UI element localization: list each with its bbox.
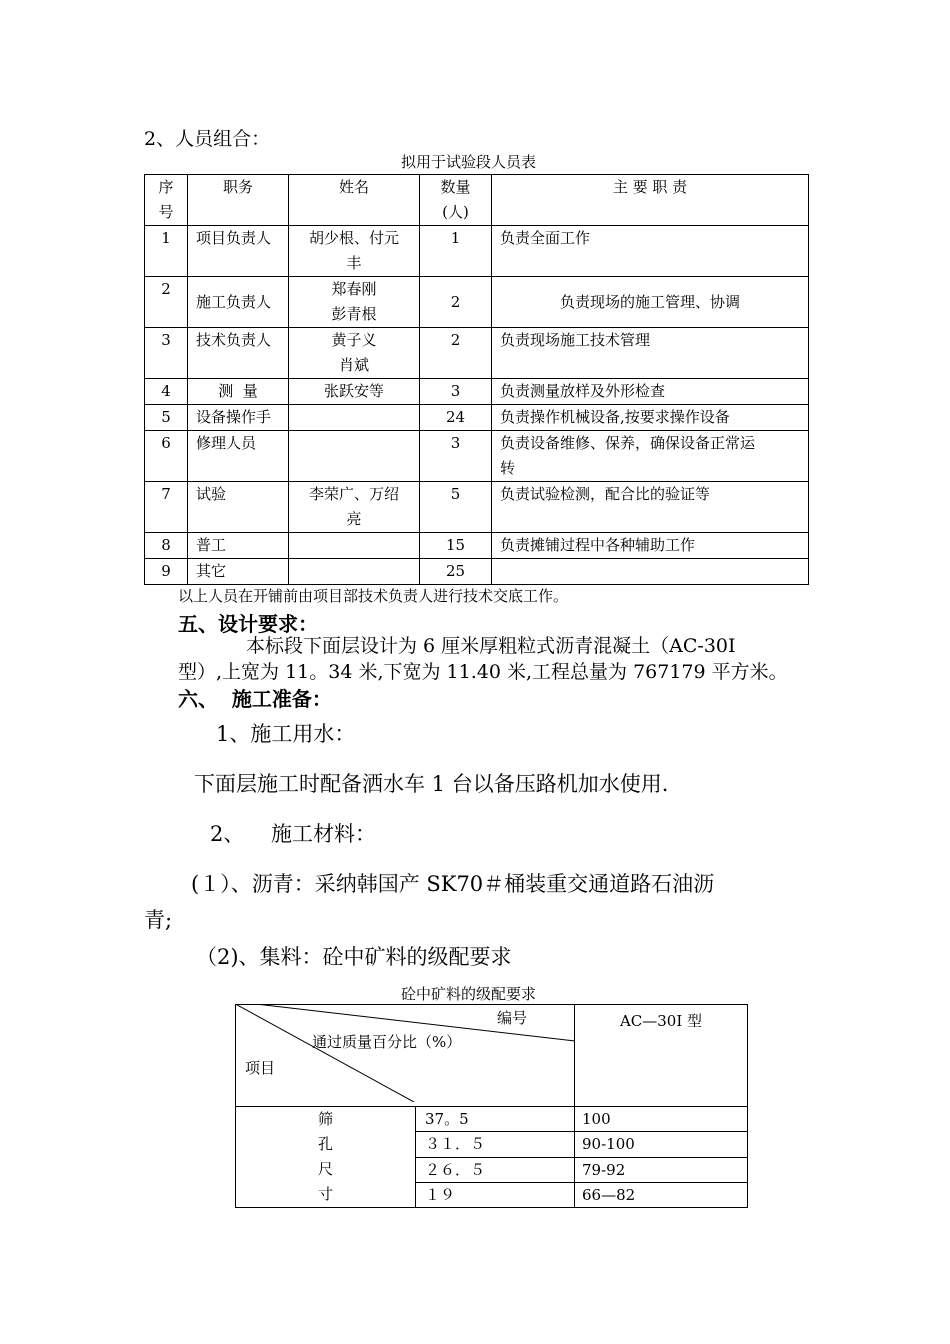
cell-role: 技术负责人	[188, 328, 289, 379]
cell-duty: 负责试验检测，配合比的验证等	[492, 482, 809, 533]
cell-duty: 负责现场的施工管理、协调	[492, 277, 809, 328]
cell-seq: 7	[145, 482, 188, 533]
cell-seq: 3	[145, 328, 188, 379]
cell-seq: 8	[145, 533, 188, 559]
cell-duty: 负责操作机械设备,按要求操作设备	[492, 405, 809, 431]
header-duty: 主 要 职 责	[492, 175, 809, 226]
cell-seq: 5	[145, 405, 188, 431]
cell-duty: 负责设备维修、保养，确保设备正常运 转	[492, 431, 809, 482]
cell-name: 胡少根、付元 丰	[289, 226, 420, 277]
passing-value: 90-100	[575, 1132, 748, 1157]
sieve-table-caption: 砼中矿料的级配要求	[401, 985, 537, 1003]
table-row	[145, 431, 809, 482]
cell-role: 普工	[188, 533, 289, 559]
staff-table	[144, 174, 809, 585]
table-header-row	[145, 175, 809, 226]
cell-seq: 9	[145, 559, 188, 585]
cell-name: 黄子义 肖斌	[289, 328, 420, 379]
table-row	[145, 533, 809, 559]
cell-name	[289, 405, 420, 431]
cell-name	[289, 533, 420, 559]
asphalt-line1: (１）、沥青：采纳韩国产 SK70＃桶装重交通道路石油沥	[191, 872, 715, 896]
cell-name: 李荣广、万绍 亮	[289, 482, 420, 533]
asphalt-line2: 青;	[144, 908, 173, 932]
cell-seq: 4	[145, 379, 188, 405]
sieve-size: １９	[416, 1182, 575, 1207]
cell-name: 郑春刚 彭青根	[289, 277, 420, 328]
design-text-line2: 型）,上宽为 11。34 米,下宽为 11.40 米,工程总量为 767179 平方米。	[178, 661, 788, 683]
cell-role: 施工负责人	[188, 277, 289, 328]
cell-count: 2	[420, 277, 492, 328]
sieve-size: ２６．５	[416, 1157, 575, 1182]
header-role: 职务	[188, 175, 289, 226]
cell-role: 试验	[188, 482, 289, 533]
staff-table-note: 以上人员在开铺前由项目部技术负责人进行技术交底工作。	[178, 587, 569, 605]
cell-duty: 负责摊铺过程中各种辅助工作	[492, 533, 809, 559]
sieve-size: 37。5	[416, 1107, 575, 1132]
design-text-line1: 本标段下面层设计为 6 厘米厚粗粒式沥青混凝土（AC-30I	[246, 635, 736, 657]
cell-count: 2	[420, 328, 492, 379]
design-heading: 五、设计要求：	[178, 612, 318, 636]
cell-count: 5	[420, 482, 492, 533]
passing-value: 100	[575, 1107, 748, 1132]
aggregate-line: （2)、集料：砼中矿料的级配要求	[196, 945, 512, 969]
cell-duty	[492, 559, 809, 585]
cell-seq: 6	[145, 431, 188, 482]
mix-code-cell: AC—30I 型	[575, 1005, 748, 1107]
table-row	[236, 1107, 748, 1132]
table-row	[145, 482, 809, 533]
diag-label-code: 编号	[497, 1009, 528, 1027]
table-row	[145, 379, 809, 405]
passing-value: 66—82	[575, 1182, 748, 1207]
materials-title: 2、 施工材料：	[210, 822, 377, 846]
cell-role: 修理人员	[188, 431, 289, 482]
cell-seq: 1	[145, 226, 188, 277]
cell-seq: 2	[145, 277, 188, 328]
cell-count: 3	[420, 431, 492, 482]
diag-label-percent: 通过质量百分比（%）	[312, 1033, 462, 1051]
cell-name	[289, 431, 420, 482]
header-count: 数量 (人)	[420, 175, 492, 226]
cell-duty: 负责现场施工技术管理	[492, 328, 809, 379]
cell-count: 24	[420, 405, 492, 431]
staff-table-caption: 拟用于试验段人员表	[401, 153, 537, 171]
cell-role: 测 量	[188, 379, 289, 405]
water-title: 1、施工用水：	[216, 722, 356, 746]
cell-role: 其它	[188, 559, 289, 585]
cell-role: 项目负责人	[188, 226, 289, 277]
table-row	[145, 405, 809, 431]
diag-label-item: 项目	[245, 1059, 276, 1077]
water-text: 下面层施工时配备洒水车 1 台以备压路机加水使用.	[194, 772, 669, 796]
prep-heading: 六、 施工准备：	[178, 687, 332, 711]
sieve-size-label: 筛 孔 尺 寸	[236, 1107, 416, 1208]
cell-name	[289, 559, 420, 585]
sieve-size: ３１．５	[416, 1132, 575, 1157]
table-row	[145, 559, 809, 585]
cell-count: 25	[420, 559, 492, 585]
cell-count: 15	[420, 533, 492, 559]
cell-name: 张跃安等	[289, 379, 420, 405]
cell-duty: 负责全面工作	[492, 226, 809, 277]
section-personnel-title: 2、人员组合：	[144, 128, 271, 150]
header-seq: 序 号	[145, 175, 188, 226]
passing-value: 79-92	[575, 1157, 748, 1182]
cell-count: 1	[420, 226, 492, 277]
sieve-table	[235, 1004, 748, 1208]
header-name: 姓名	[289, 175, 420, 226]
cell-count: 3	[420, 379, 492, 405]
table-row	[145, 277, 809, 328]
sieve-header-row	[236, 1005, 748, 1107]
cell-duty: 负责测量放样及外形检查	[492, 379, 809, 405]
cell-role: 设备操作手	[188, 405, 289, 431]
table-row	[145, 328, 809, 379]
table-row	[145, 226, 809, 277]
diagonal-header-cell	[236, 1005, 575, 1107]
